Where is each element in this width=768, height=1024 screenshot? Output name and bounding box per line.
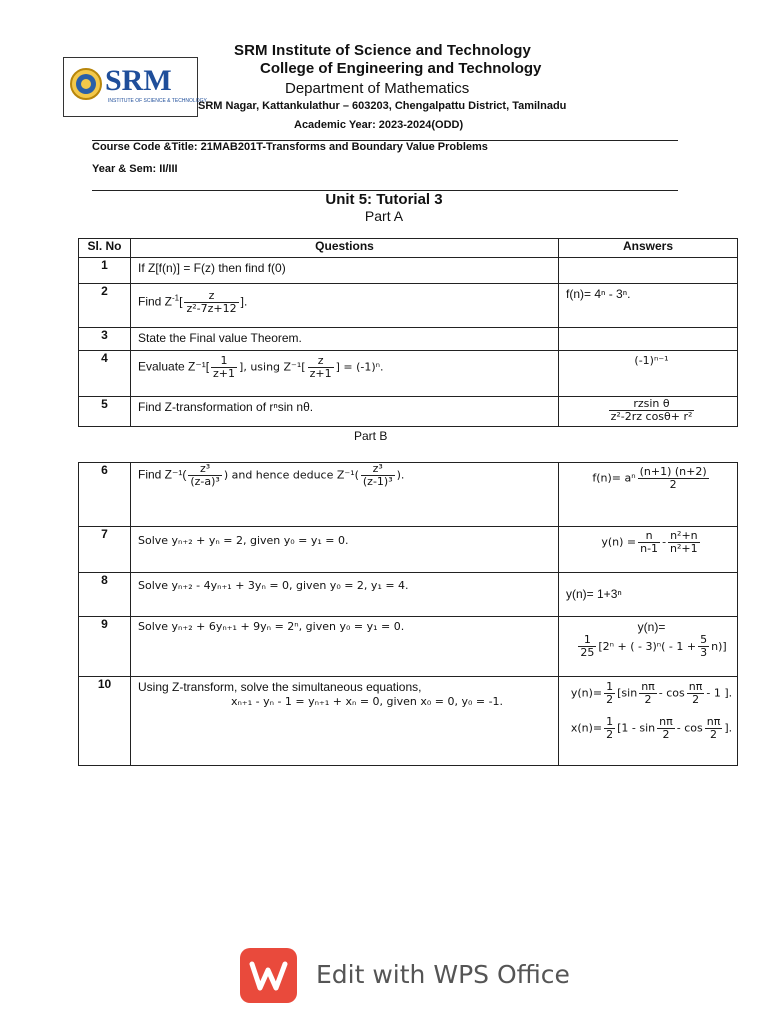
row-number: 7 (79, 527, 131, 573)
table-row (79, 397, 738, 427)
answer-text: $\frac{\text{rzsin θ}}{\text{z²-2rz cosθ+ r²}}$ (559, 397, 738, 427)
srm-logo (63, 57, 207, 117)
answer-text: y(n) = $\frac{n}{n-1}$ - $\frac{\text{n²+n}}{\text{n²+1}}$ (559, 527, 738, 573)
wps-watermark-text[interactable]: Edit with WPS Office (316, 960, 570, 989)
answer-text: (-1)ⁿ⁻¹ (559, 351, 738, 397)
table-header-row (79, 239, 738, 258)
col-sl: Sl. No (79, 239, 131, 258)
table-row (79, 677, 738, 766)
answer-text: f(n)= 4ⁿ - 3ⁿ. (559, 284, 738, 328)
answer-text: f(n)= aⁿ $\frac{(n+1) (n+2)}{2}$ (559, 463, 738, 527)
academic-year: Academic Year: 2023-2024(ODD) (294, 119, 464, 131)
row-number: 1 (79, 258, 131, 284)
table-row (79, 617, 738, 677)
row-number: 8 (79, 573, 131, 617)
row-number: 9 (79, 617, 131, 677)
question-text: Evaluate Z⁻¹[ $\frac{1}{z+1}$ ], using Z⁻¹[ $\frac{z}{z+1}$ ] = (-1)ⁿ. (138, 354, 384, 380)
row-number: 4 (79, 351, 131, 397)
row-number: 10 (79, 677, 131, 766)
question-text: Find $Z^{-1}$[ $\frac{z}{\text{z²-7z+12}}$ ]. (138, 289, 248, 315)
table-row (79, 527, 738, 573)
question-text: State the Final value Theorem. (138, 331, 302, 345)
institute-name: SRM Institute of Science and Technology (234, 42, 531, 59)
answer-text: y(n)= $\frac{1}{2}$ [sin $\frac{n\pi}{2}$ - cos $\frac{n\pi}{2}$ - 1 ]. x(n)= $\frac{1}{2}$ [1 - sin $\frac{n\pi}{2}$ - cos $\frac{n\pi}{2}$ ]. (559, 677, 738, 766)
table-row (79, 573, 738, 617)
table-row (79, 463, 738, 527)
table-row (79, 284, 738, 328)
table-row (79, 258, 738, 284)
unit-title: Unit 5: Tutorial 3 (325, 191, 443, 208)
table-row (79, 351, 738, 397)
college-name: College of Engineering and Technology (260, 60, 542, 77)
department-name: Department of Mathematics (285, 80, 470, 97)
question-text: If Z[f(n)] = F(z) then find f(0) (138, 261, 286, 275)
logo-text: SRM (105, 64, 172, 97)
answer-text (559, 328, 738, 351)
answer-text: y(n)= 1+3ⁿ (559, 573, 738, 617)
wps-w-icon (240, 948, 297, 1003)
question-text: Find Z-transformation of rⁿsin nθ. (138, 400, 314, 414)
logo-subtitle: INSTITUTE OF SCIENCE & TECHNOLOGY (108, 98, 207, 104)
part-a-title: Part A (364, 208, 404, 224)
part-b-table (78, 462, 738, 766)
answer-text: y(n)= $\frac{1}{25}$ [2ⁿ + ( - 3)ⁿ( - 1 + $\frac{5}{3}$ n)] (559, 617, 738, 677)
question-text: Solve yₙ₊₂ - 4yₙ₊₁ + 3yₙ = 0, given y₀ = 2, y₁ = 4. (138, 579, 409, 592)
question-text: Using Z-transform, solve the simultaneous equations, xₙ₊₁ - yₙ - 1 = yₙ₊₁ + xₙ = 0, given x₀ = 0, y₀ = -1. (131, 677, 559, 766)
col-questions: Questions (131, 239, 559, 258)
row-number: 6 (79, 463, 131, 527)
wps-logo-icon[interactable] (240, 948, 297, 1003)
part-a-table (78, 238, 738, 427)
address: SRM Nagar, Kattankulathur – 603203, Chengalpattu District, Tamilnadu (198, 100, 567, 112)
row-number: 2 (79, 284, 131, 328)
part-b-title: Part B (354, 429, 388, 443)
year-sem: Year & Sem: II/III (92, 163, 178, 175)
row-number: 5 (79, 397, 131, 427)
course-code-title: Course Code &Title: 21MAB201T-Transforms and Boundary Value Problems (92, 141, 488, 153)
question-text: Solve yₙ₊₂ + yₙ = 2, given y₀ = y₁ = 0. (138, 534, 349, 547)
answer-text (559, 258, 738, 284)
col-answers: Answers (559, 239, 738, 258)
table-row (79, 328, 738, 351)
question-text: Solve yₙ₊₂ + 6yₙ₊₁ + 9yₙ = 2ⁿ, given y₀ = y₁ = 0. (138, 620, 405, 633)
question-text: Find Z⁻¹( $\frac{\text{z³}}{\text{(z-a)³}}$ ) and hence deduce Z⁻¹( $\frac{\text{z³}}{\text{(z-1)³}}$ ). (138, 462, 405, 488)
row-number: 3 (79, 328, 131, 351)
